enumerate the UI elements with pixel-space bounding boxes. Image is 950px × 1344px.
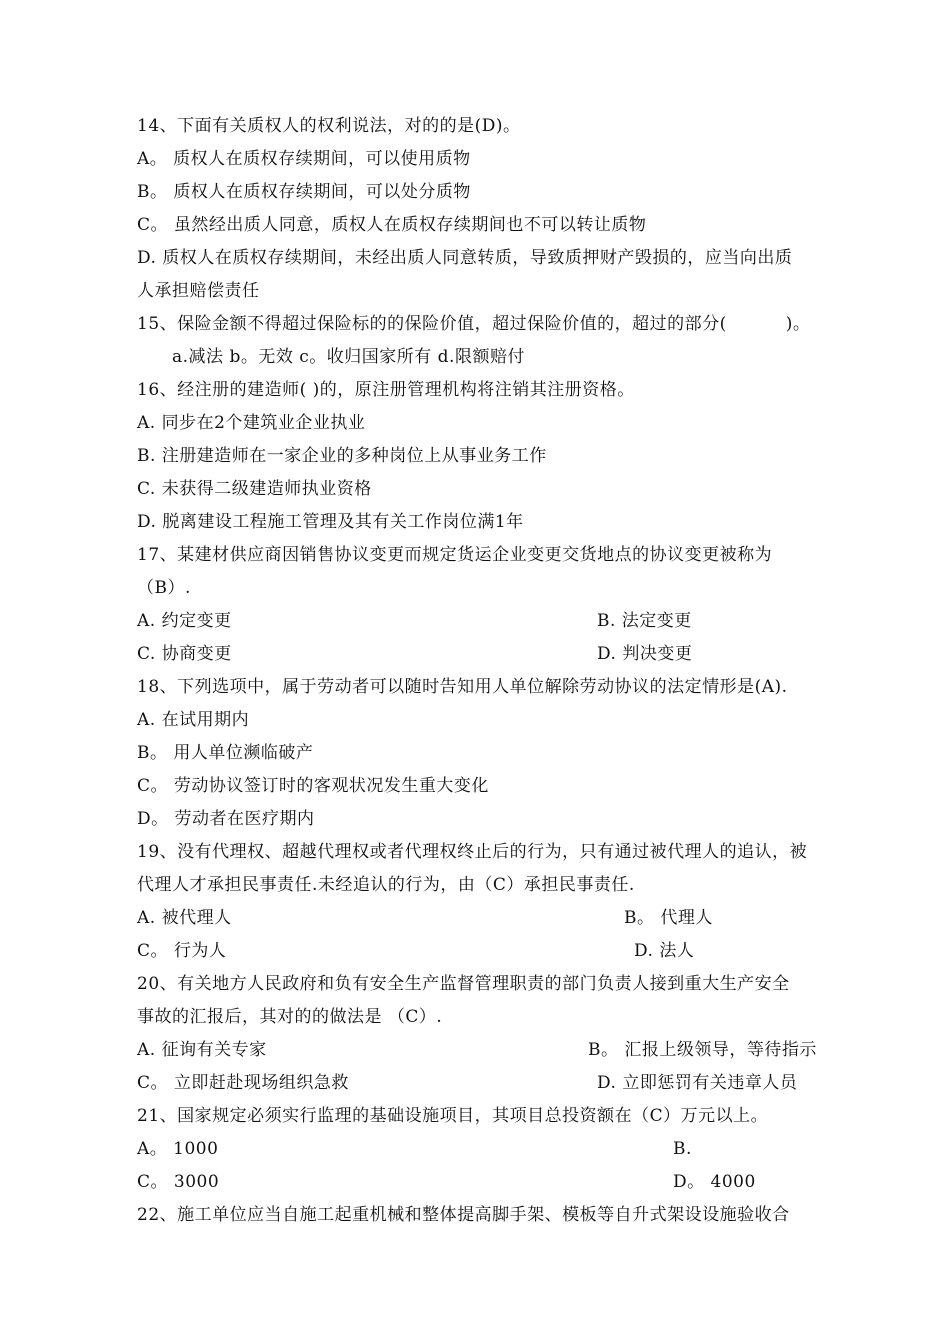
question-18-option-c: C。 劳动协议签订时的客观状况发生重大变化 — [137, 776, 489, 796]
question-14-option-d-cont: 人承担赔偿责任 — [137, 281, 260, 301]
question-14-option-c: C。 虽然经出质人同意，质权人在质权存续期间也不可以转让质物 — [137, 215, 647, 235]
question-15-stem: 15、保险金额不得超过保险标的的保险价值，超过保险价值的，超过的部分( )。 — [137, 314, 811, 334]
question-21-option-a: A。 1000 — [137, 1139, 219, 1159]
question-16-option-d: D. 脱离建设工程施工管理及其有关工作岗位满1年 — [137, 512, 524, 532]
question-17-option-b: B. 法定变更 — [597, 611, 692, 631]
question-22-stem: 22、施工单位应当自施工起重机械和整体提高脚手架、模板等自升式架设设施验收合 — [137, 1205, 790, 1225]
question-20-option-b: B。 汇报上级领导，等待指示 — [588, 1040, 817, 1060]
question-20-stem: 20、有关地方人民政府和负有安全生产监督管理职责的部门负责人接到重大生产安全 — [137, 974, 790, 994]
question-19-option-d: D. 法人 — [634, 941, 695, 961]
question-21-stem: 21、国家规定必须实行监理的基础设施项目，其项目总投资额在（C）万元以上。 — [137, 1106, 769, 1126]
question-21-option-b: B. — [673, 1139, 692, 1159]
question-18-option-a: A. 在试用期内 — [137, 710, 250, 730]
question-17-stem: 17、某建材供应商因销售协议变更而规定货运企业变更交货地点的协议变更被称为 — [137, 545, 773, 565]
question-17-option-d: D. 判决变更 — [597, 644, 693, 664]
question-16-option-b: B. 注册建造师在一家企业的多种岗位上从事业务工作 — [137, 446, 547, 466]
question-19-stem: 19、没有代理权、超越代理权或者代理权终止后的行为，只有通过被代理人的追认，被 — [137, 842, 808, 862]
question-19-option-b: B。 代理人 — [624, 908, 713, 928]
question-20-stem-cont: 事故的汇报后，其对的的做法是 （C）. — [137, 1007, 443, 1027]
question-17-option-c: C. 协商变更 — [137, 644, 232, 664]
question-16-option-a: A. 同步在2个建筑业企业执业 — [137, 413, 366, 433]
question-19-option-a: A. 被代理人 — [137, 908, 232, 928]
question-18-stem: 18、下列选项中，属于劳动者可以随时告知用人单位解除劳动协议的法定情形是(A). — [137, 677, 788, 697]
question-21-option-d: D。 4000 — [673, 1172, 756, 1192]
question-18-option-b: B。 用人单位濒临破产 — [137, 743, 314, 763]
question-14-option-a: A。 质权人在质权存续期间，可以使用质物 — [137, 149, 471, 169]
question-18-option-d: D。 劳动者在医疗期内 — [137, 809, 315, 829]
question-14-stem: 14、下面有关质权人的权利说法，对的的是(D)。 — [137, 116, 521, 136]
question-16-option-c: C. 未获得二级建造师执业资格 — [137, 479, 372, 499]
question-17-stem-cont: （B）. — [137, 578, 191, 598]
question-21-option-c: C。 3000 — [137, 1172, 220, 1192]
question-15-options: a.减法 b。无效 c。收归国家所有 d.限额赔付 — [172, 347, 525, 367]
question-20-option-c: C。 立即赶赴现场组织急救 — [137, 1073, 349, 1093]
question-14-option-b: B。 质权人在质权存续期间，可以处分质物 — [137, 182, 471, 202]
question-20-option-d: D. 立即惩罚有关违章人员 — [597, 1073, 798, 1093]
question-16-stem: 16、经注册的建造师( )的，原注册管理机构将注销其注册资格。 — [137, 380, 635, 400]
question-17-option-a: A. 约定变更 — [137, 611, 232, 631]
question-19-stem-cont: 代理人才承担民事责任.未经追认的行为，由（C）承担民事责任. — [137, 875, 635, 895]
question-19-option-c: C。 行为人 — [137, 941, 227, 961]
question-20-option-a: A. 征询有关专家 — [137, 1040, 267, 1060]
question-14-option-d: D. 质权人在质权存续期间，未经出质人同意转质，导致质押财产毁损的，应当向出质 — [137, 248, 793, 268]
